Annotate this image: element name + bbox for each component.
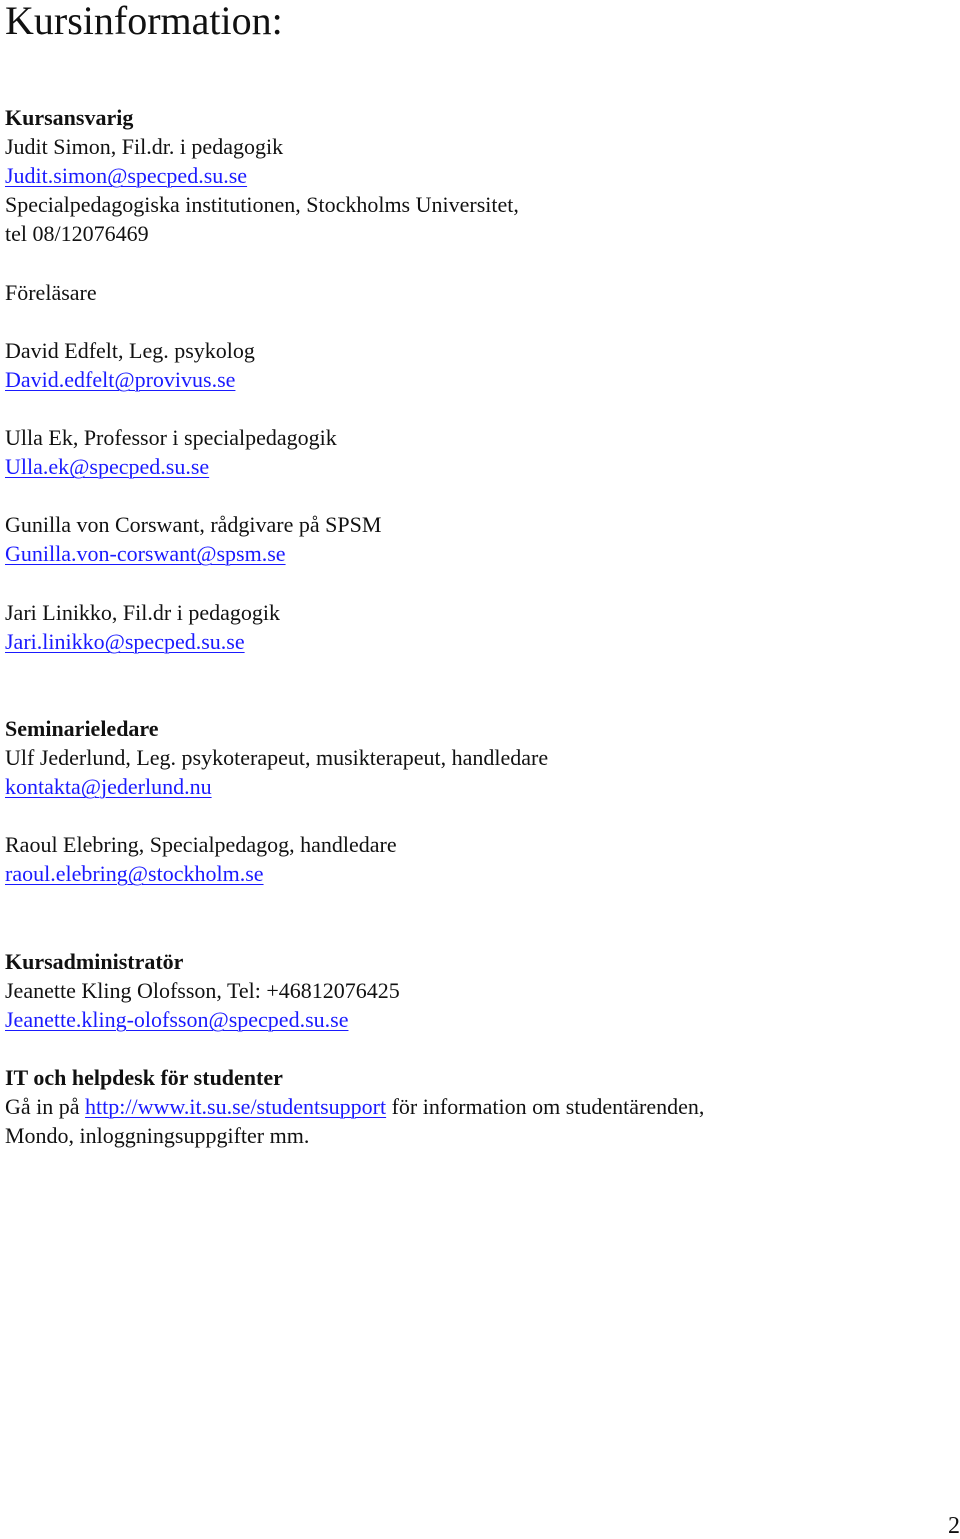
lecturer-name: Ulla Ek, Professor i specialpedagogik (5, 425, 337, 450)
kursansvarig-heading: Kursansvarig (5, 105, 134, 130)
lecturer-name: Jari Linikko, Fil.dr i pedagogik (5, 600, 280, 625)
it-info-line2: Mondo, inloggningsuppgifter mm. (5, 1123, 310, 1148)
lecturer-email-link[interactable]: Gunilla.von-corswant@spsm.se (5, 541, 286, 566)
lecturer-email-link[interactable]: Jari.linikko@specped.su.se (5, 629, 245, 654)
seminar-leader-name: Raoul Elebring, Specialpedagog, handledare (5, 832, 397, 857)
kursansvarig-email-link[interactable]: Judit.simon@specped.su.se (5, 163, 248, 188)
page-title: Kursinformation: (5, 0, 283, 43)
seminarieledare-heading: Seminarieledare (5, 716, 159, 741)
it-info-line (5, 1092, 704, 1121)
seminar-leader-email-link[interactable]: raoul.elebring@stockholm.se (5, 861, 264, 886)
kursadministrator-heading: Kursadministratör (5, 949, 184, 974)
kursansvarig-name: Judit Simon, Fil.dr. i pedagogik (5, 134, 284, 159)
lecturer-email-link[interactable]: Ulla.ek@specped.su.se (5, 454, 210, 479)
forelasare-heading: Föreläsare (5, 280, 97, 305)
kursansvarig-phone: tel 08/12076469 (5, 221, 149, 246)
studentsupport-link[interactable]: http://www.it.su.se/studentsupport (85, 1094, 387, 1119)
page-number: 2 (948, 1513, 960, 1539)
lecturer-name: David Edfelt, Leg. psykolog (5, 338, 255, 363)
kursansvarig-dept: Specialpedagogiska institutionen, Stockholms Universitet, (5, 192, 519, 217)
kursadministrator-name: Jeanette Kling Olofsson, Tel: +46812076425 (5, 978, 400, 1003)
lecturer-name: Gunilla von Corswant, rådgivare på SPSM (5, 512, 382, 537)
kursadministrator-email-link[interactable]: Jeanette.kling-olofsson@specped.su.se (5, 1007, 349, 1032)
it-info-pre: Gå in på (5, 1094, 86, 1119)
seminar-leader-name: Ulf Jederlund, Leg. psykoterapeut, musikterapeut, handledare (5, 745, 549, 770)
lecturer-email-link[interactable]: David.edfelt@provivus.se (5, 367, 236, 392)
seminar-leader-email-link[interactable]: kontakta@jederlund.nu (5, 774, 212, 799)
it-info-post: för information om studentärenden, (386, 1094, 705, 1119)
it-heading: IT och helpdesk för studenter (5, 1065, 283, 1090)
